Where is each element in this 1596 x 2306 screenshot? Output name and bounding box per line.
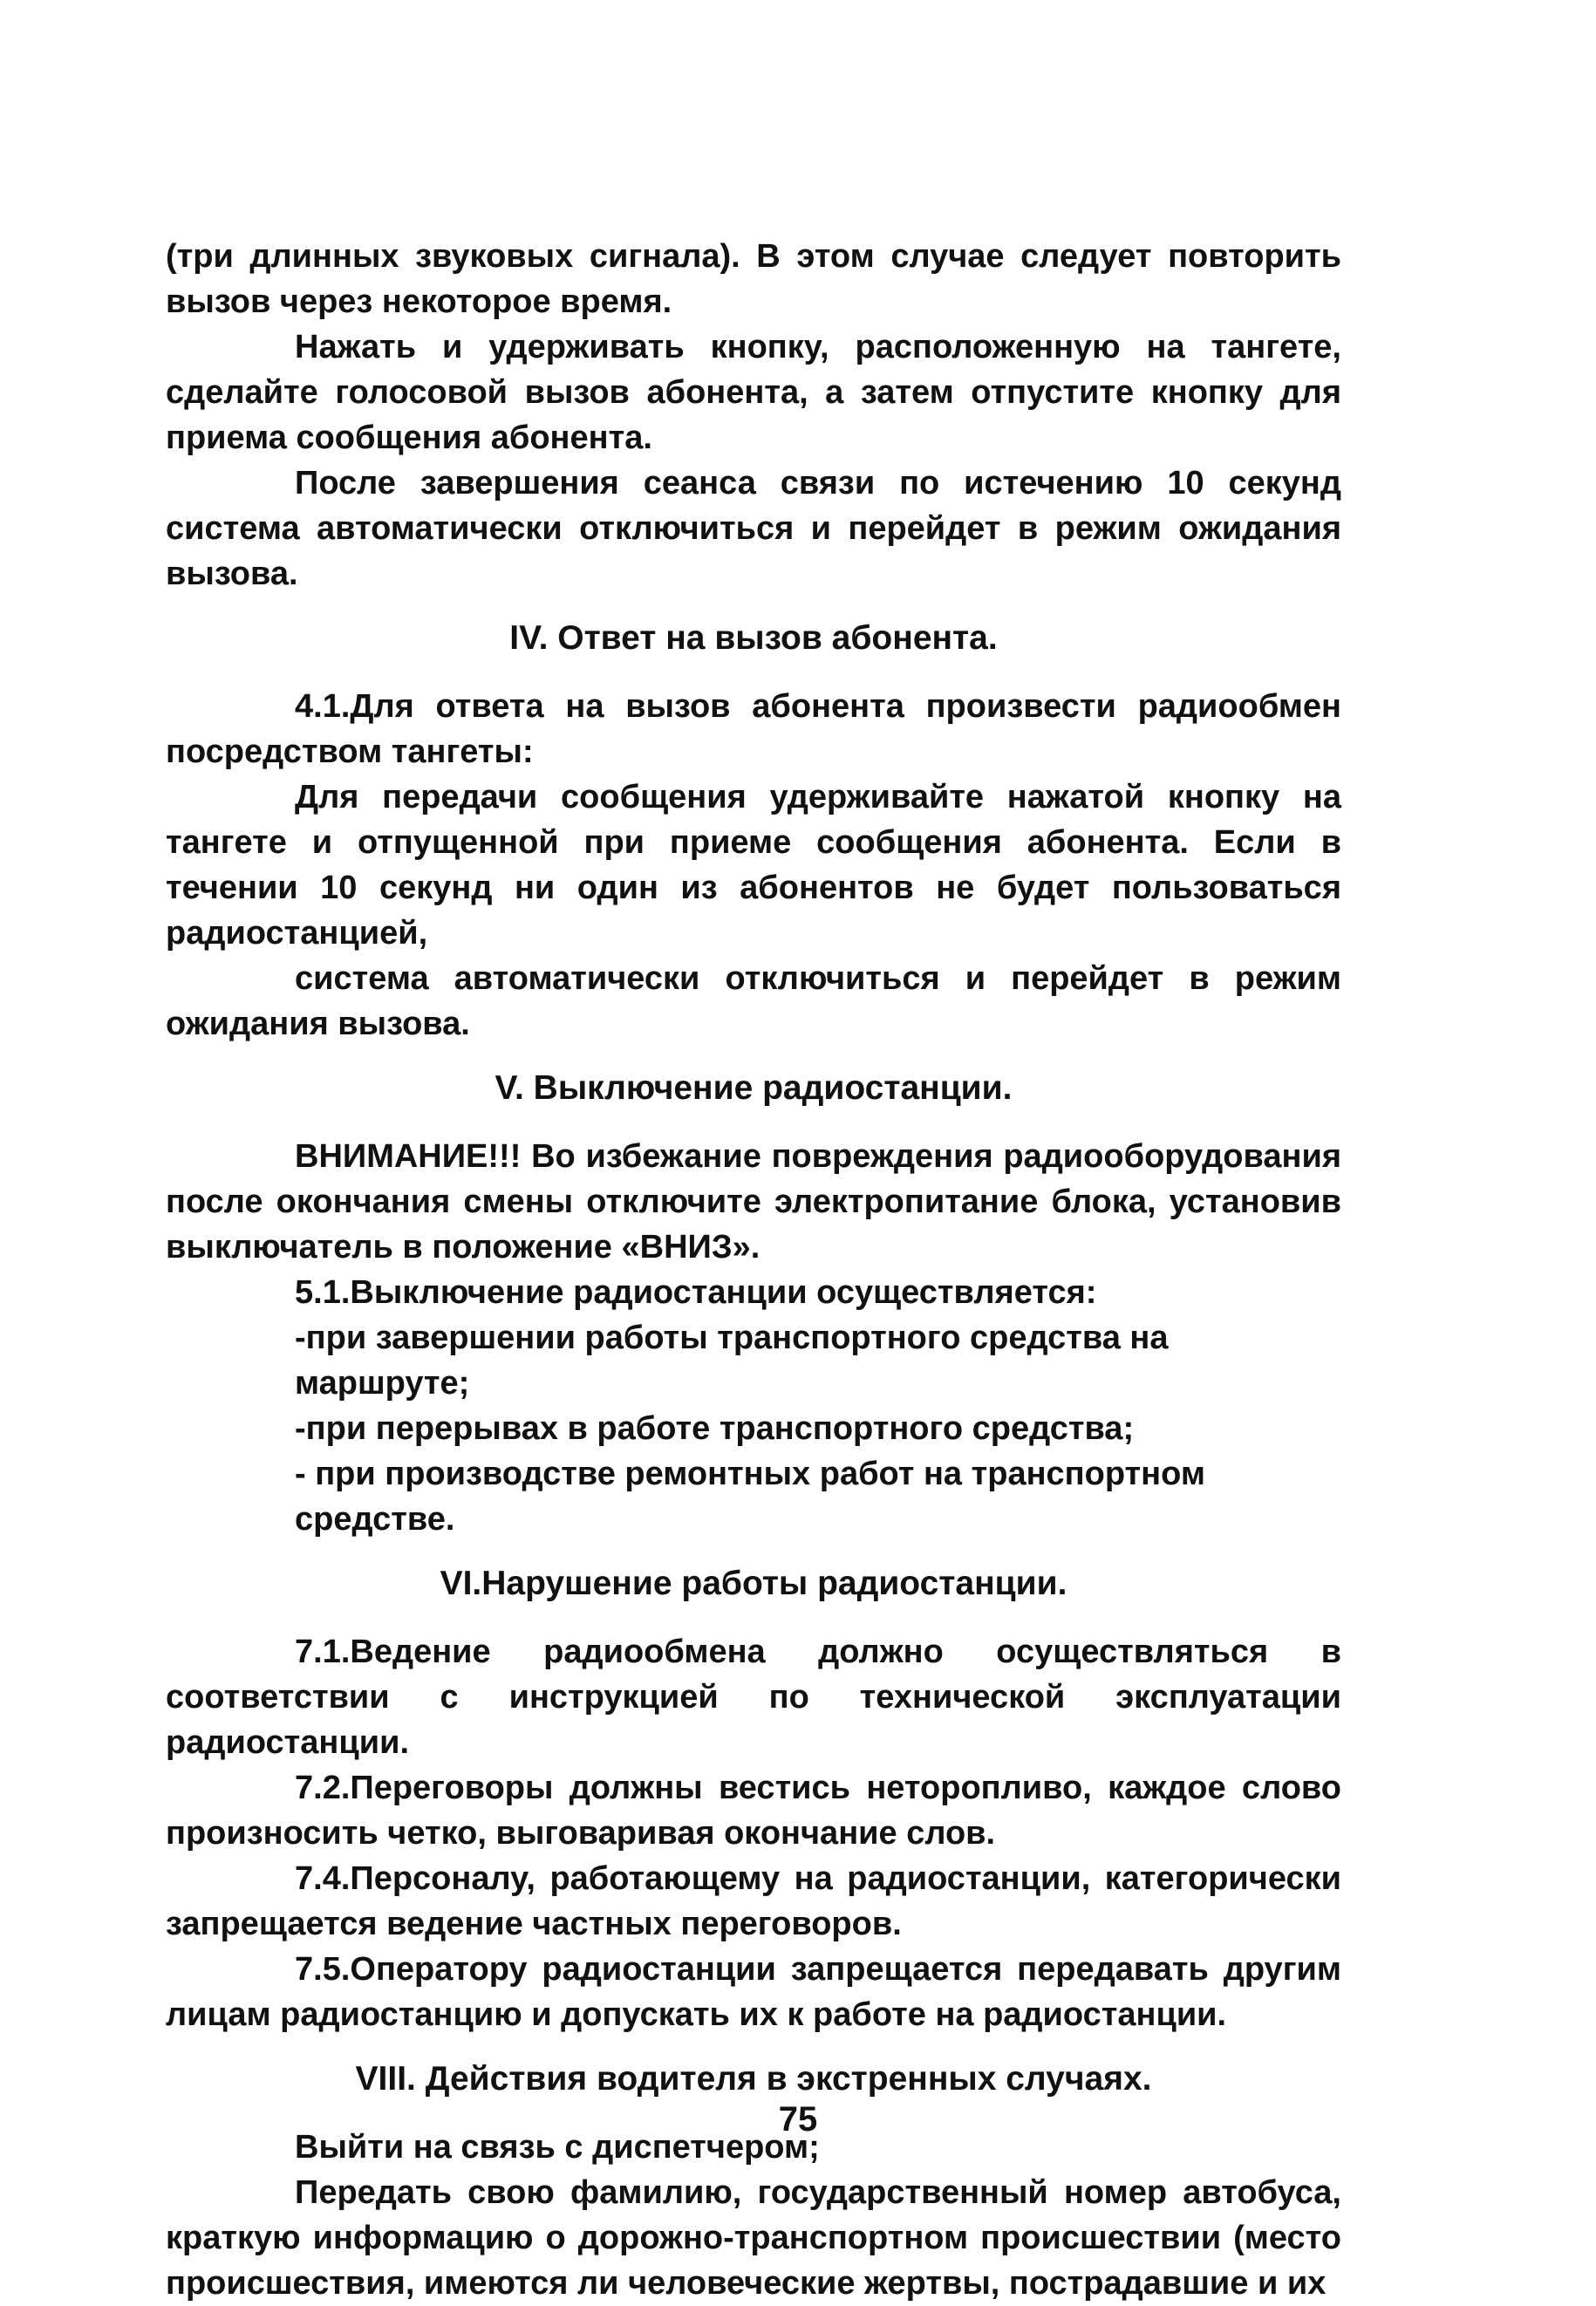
paragraph-7-1: 7.1.Ведение радиообмена должно осуществляться в соответствии с инструкцией по технической эксплуатации радиостанции. <box>166 1634 1341 1761</box>
paragraph-contact-dispatcher: Выйти на связь с диспетчером; <box>295 2129 820 2166</box>
list-item: -при перерывах в работе транспортного средства; <box>295 1410 1135 1447</box>
paragraph-auto-off: система автоматически отключиться и перейдет в режим ожидания вызова. <box>166 960 1341 1042</box>
paragraph-4-1: 4.1.Для ответа на вызов абонента произвести радиообмен посредством тангеты: <box>166 688 1341 770</box>
paragraph-press-button: Нажать и удерживать кнопку, расположенную на тангете, сделайте голосовой вызов абонента, а затем отпустите кнопку для приема сообщения абонента. <box>166 329 1341 456</box>
section-heading-iv: IV. Ответ на вызов абонента. <box>509 619 998 657</box>
section-heading-vi: VI.Нарушение работы радиостанции. <box>440 1565 1067 1602</box>
paragraph-7-4: 7.4.Персоналу, работающему на радиостанции, категорически запрещается ведение частных переговоров. <box>166 1860 1341 1942</box>
paragraph-7-2: 7.2.Переговоры должны вестись неторопливо, каждое слово произносить четко, выговаривая окончание слов. <box>166 1770 1341 1852</box>
section-heading-v: V. Выключение радиостанции. <box>494 1069 1013 1107</box>
page-number: 75 <box>778 2100 818 2139</box>
list-item: -при завершении работы транспортного средства на маршруте; <box>295 1320 1169 1402</box>
attention-warning: ВНИМАНИЕ!!! Во избежание повреждения радиооборудования после окончания смены отключите электропитание блока, установив выключатель в положение «ВНИЗ». <box>166 1138 1341 1266</box>
paragraph-session-end: После завершения сеанса связи по истечению 10 секунд система автоматически отключиться и перейдет в режим ожидания вызова. <box>166 465 1341 592</box>
list-item: - при производстве ремонтных работ на транспортном средстве. <box>295 1456 1205 1538</box>
paragraph-transmit: Для передачи сообщения удерживайте нажатой кнопку на тангете и отпущенной при приеме сообщения абонента. Если в течении 10 секунд ни один из абонентов не будет пользоваться радиостанцией, <box>166 779 1341 952</box>
paragraph-continuation: (три длинных звуковых сигнала). В этом случае следует повторить вызов через некоторое время. <box>166 238 1341 320</box>
paragraph-report-info: Передать свою фамилию, государственный номер автобуса, краткую информацию о дорожно-транспортном происшествии (место происшествия, имеются ли человеческие жертвы, пострадавшие и их <box>166 2174 1341 2302</box>
paragraph-7-5: 7.5.Оператору радиостанции запрещается передавать другим лицам радиостанцию и допускать их к работе на радиостанции. <box>166 1951 1341 2033</box>
section-heading-viii: VIII. Действия водителя в экстренных случаях. <box>355 2060 1152 2098</box>
document-page <box>166 234 1341 2306</box>
paragraph-5-1: 5.1.Выключение радиостанции осуществляется: <box>295 1274 1097 1311</box>
